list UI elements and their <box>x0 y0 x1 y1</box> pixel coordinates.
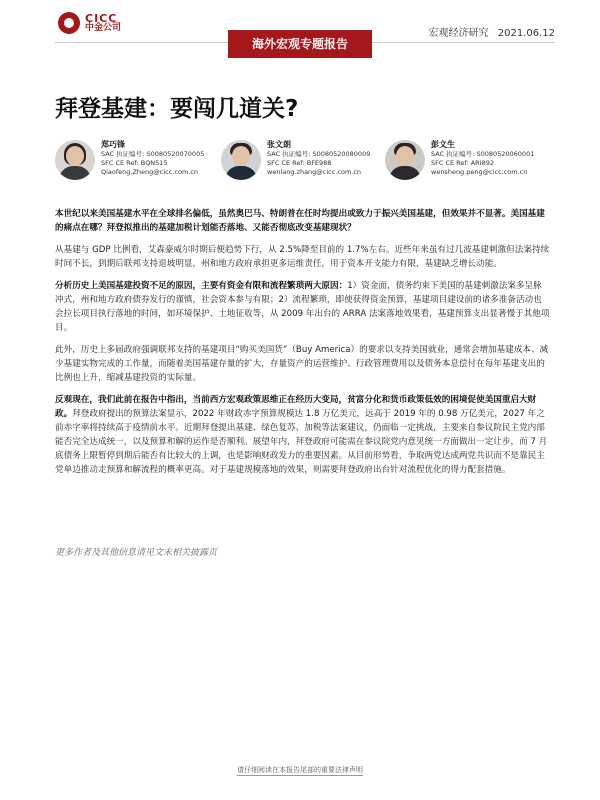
paragraph-text: 此外，历史上多届政府强调联邦支持的基建项目“购买美国货”（Buy America）的要求以支持美国就业，通常会增加基建成本、减少基建实物完成的工作量，而随着美国基建存量的扩大，存量资产的运营维护、行政管理费用以及债务本息偿付在每年基建支出的比例也上升，缩减基建投资的实际量。 <box>55 345 549 383</box>
author-card <box>55 140 204 180</box>
sfc-label: SFC CE Ref: <box>267 159 305 167</box>
author-card <box>221 140 370 180</box>
page-title: 拜登基建：要闯几道关? <box>55 96 299 122</box>
header-meta <box>423 24 555 39</box>
more-info-note: 更多作者及其他信息请见文末相关披露页 <box>55 548 218 558</box>
author-name: 郑巧锋 <box>101 140 125 149</box>
cicc-logo <box>58 12 121 34</box>
logo-english: CICC <box>85 12 118 25</box>
sfc-label: SFC CE Ref: <box>431 159 469 167</box>
legal-footer <box>0 765 600 775</box>
legal-notice-link[interactable]: 请仔细阅读在本报告尾部的重要法律声明 <box>237 766 363 774</box>
author-name: 张文朗 <box>267 140 291 149</box>
logo-chinese: 中金公司 <box>85 23 122 33</box>
author-avatar <box>385 140 425 180</box>
cicc-logo-icon <box>58 12 80 34</box>
paragraph-text: 拜登政府提出的预算法案显示，2022 年财政赤字预算规模达 1.8 万亿美元，远高于 2019 年的 0.98 万亿美元，2027 年之前赤字率将持续高于疫情前水平。近期拜登提出基建、绿色复苏、加税等法案建议，仍面临一定挑战，主要来自参议院民主党内部能否完全达成统一，以及预算和解的运作是否顺利。展望年内，拜登政府可能需在参议院党内意见统一方面做出一定让步，而 7 月底债务上限暂停到期后能否有比较大的上调，也是影响财政发力的重要因素。从目前形势看，争取两党达成两党共识而不是靠民主党单边推动走预算和解流程的概率更高。对于基建规模落地的效果，则需要拜登政府出台针对流程优化的得力配套措施。 <box>55 409 548 475</box>
author-list <box>55 140 555 190</box>
report-date: 2021.06.12 <box>497 28 555 39</box>
author-card <box>385 140 534 180</box>
paragraph-lead: 本世纪以来美国基建水平在全球排名偏低，虽然奥巴马、特朗普在任时均提出或致力于振兴美国基建，但效果并不显著。美国基建的痛点在哪？拜登拟推出的基建加税计划能否落地、又能否彻底改变基建现状？ <box>55 209 545 233</box>
paragraph-lead: 分析历史上美国基建投资不足的原因，主要有资金有限和流程繁琐两大原因： <box>55 281 348 291</box>
body-paragraph <box>55 207 550 235</box>
body-paragraph <box>55 279 550 335</box>
author-name: 彭文生 <box>431 140 455 149</box>
paragraph-lead: 反观现在，我们此前在报告中指出，当前西方宏观政策思维正在经历大变局，贫富分化和货币政策低效的困境促使美国重启大财政。 <box>55 395 537 419</box>
author-email[interactable]: wenlang.zhang@cicc.com.cn <box>267 168 362 176</box>
sfc-number: BFE988 <box>306 159 332 167</box>
report-type-tag: 海外宏观专题报告 <box>228 30 372 58</box>
author-email[interactable]: wensheng.peng@cicc.com.cn <box>431 168 528 176</box>
paragraph-text: 从基建与 GDP 比例看，艾森豪威尔时期后便趋势下行，从 2.5%降至目前的 1.7%左右。近些年来虽有过几波基建刺激但法案持续时间不长，到期后联邦支持退坡明显，州和地方政府承担更多运维责任，用于资本开支能力有限，基建缺乏增长动能。 <box>55 245 550 269</box>
author-avatar <box>55 140 95 180</box>
paragraph-text: 1）资金面，债务约束下美国的基建刺激法案多呈脉冲式，州和地方政府债券发行的谨慎，社会资本参与有限；2）流程繁琐，即使获得资金预算，基建项目建设前的诸多准备活动也会拉长项目执行落地的时间，如环境保护、土地征收等，从 2009 年出台的 ARRA 法案落地效果看，基建预算支出显著慢于其他项目。 <box>55 281 550 333</box>
author-avatar <box>221 140 261 180</box>
sac-label: SAC 执证编号: <box>267 150 311 158</box>
author-email[interactable]: Qiaofeng.Zheng@cicc.com.cn <box>101 168 199 176</box>
report-header <box>0 0 600 70</box>
report-category: 宏观经济研究 <box>428 28 489 39</box>
report-body <box>55 207 550 485</box>
sfc-label: SFC CE Ref: <box>101 159 139 167</box>
sac-number: S0080520080009 <box>312 150 371 158</box>
sfc-number: BQN515 <box>140 159 168 167</box>
sac-number: S0080520070005 <box>146 150 205 158</box>
sac-number: S0080520060001 <box>476 150 535 158</box>
sfc-number: ARI892 <box>470 159 495 167</box>
sac-label: SAC 执证编号: <box>101 150 145 158</box>
body-paragraph <box>55 243 550 271</box>
body-paragraph <box>55 343 550 385</box>
sac-label: SAC 执证编号: <box>431 150 475 158</box>
body-paragraph <box>55 393 550 477</box>
